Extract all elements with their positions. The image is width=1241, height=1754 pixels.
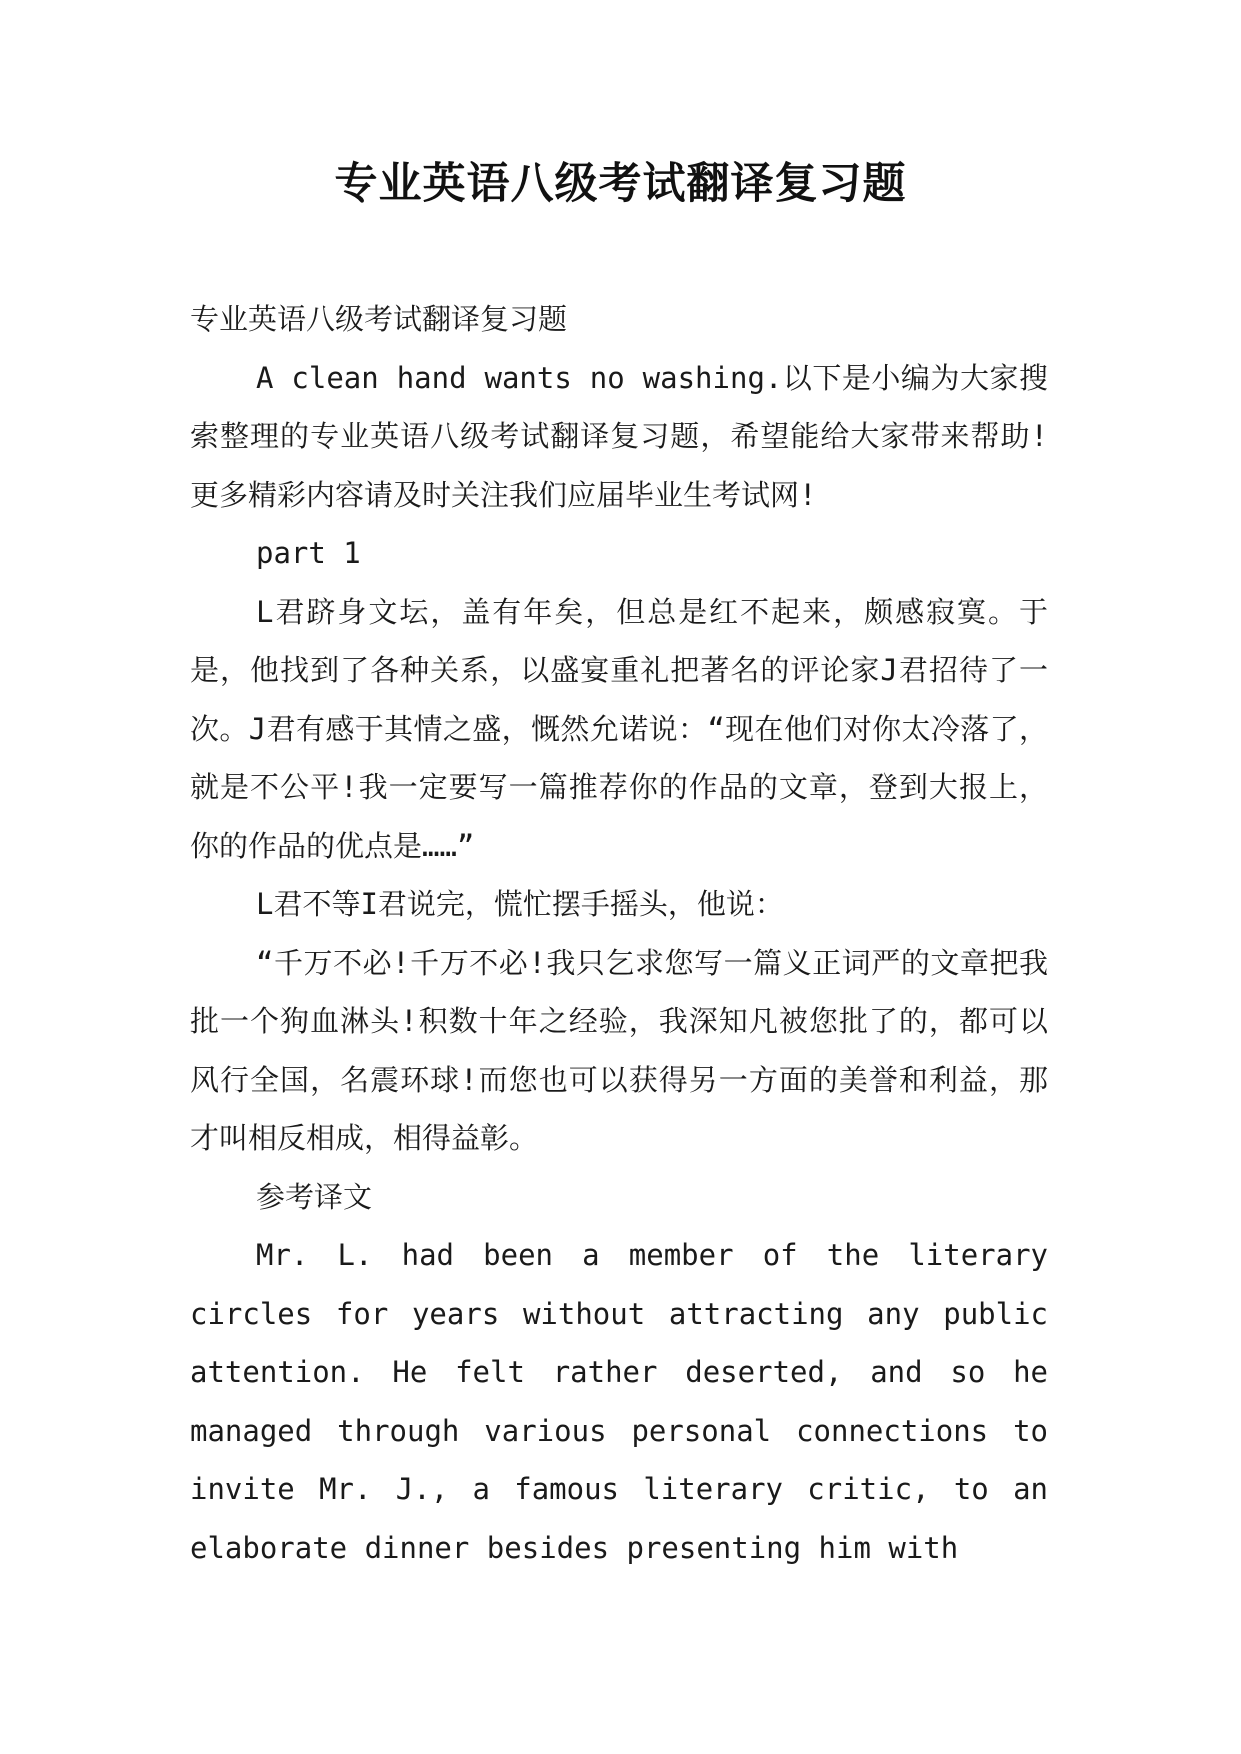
document-body	[190, 290, 1048, 1577]
translation-paragraph: Mr. L. had been a member of the literary circles for years without attracting any public attention. He felt rather deserted, and so he managed through various personal connections to invite Mr. J., a famous literary critic, to an elaborate dinner besides presenting him with	[190, 1238, 1048, 1565]
translation-heading: 参考译文	[256, 1179, 373, 1214]
intro-paragraph: A clean hand wants no washing.以下是小编为大家搜索整理的专业英语八级考试翻译复习题，希望能给大家带来帮助!更多精彩内容请及时关注我们应届毕业生考试网!	[190, 360, 1048, 512]
document-title: 专业英语八级考试翻译复习题	[334, 159, 907, 209]
source-paragraph-3: “千万不必!千万不必!我只乞求您写一篇义正词严的文章把我批一个狗血淋头!积数十年之经验，我深知凡被您批了的，都可以风行全国，名震环球!而您也可以获得另一方面的美誉和利益，那才叫相反相成，相得益彰。	[190, 945, 1048, 1155]
document-subtitle: 专业英语八级考试翻译复习题	[190, 302, 568, 336]
source-paragraph-1: L君跻身文坛，盖有年矣，但总是红不起来，颇感寂寞。于是，他找到了各种关系，以盛宴重礼把著名的评论家J君招待了一次。J君有感于其情之盛，慨然允诺说：“现在他们对你太冷落了，就是不公平!我一定要写一篇推荐你的作品的文章，登到大报上，你的作品的优点是……”	[190, 594, 1048, 863]
source-paragraph-2: L君不等I君说完，慌忙摆手摇头，他说：	[256, 887, 784, 921]
part-heading: part 1	[256, 536, 361, 570]
